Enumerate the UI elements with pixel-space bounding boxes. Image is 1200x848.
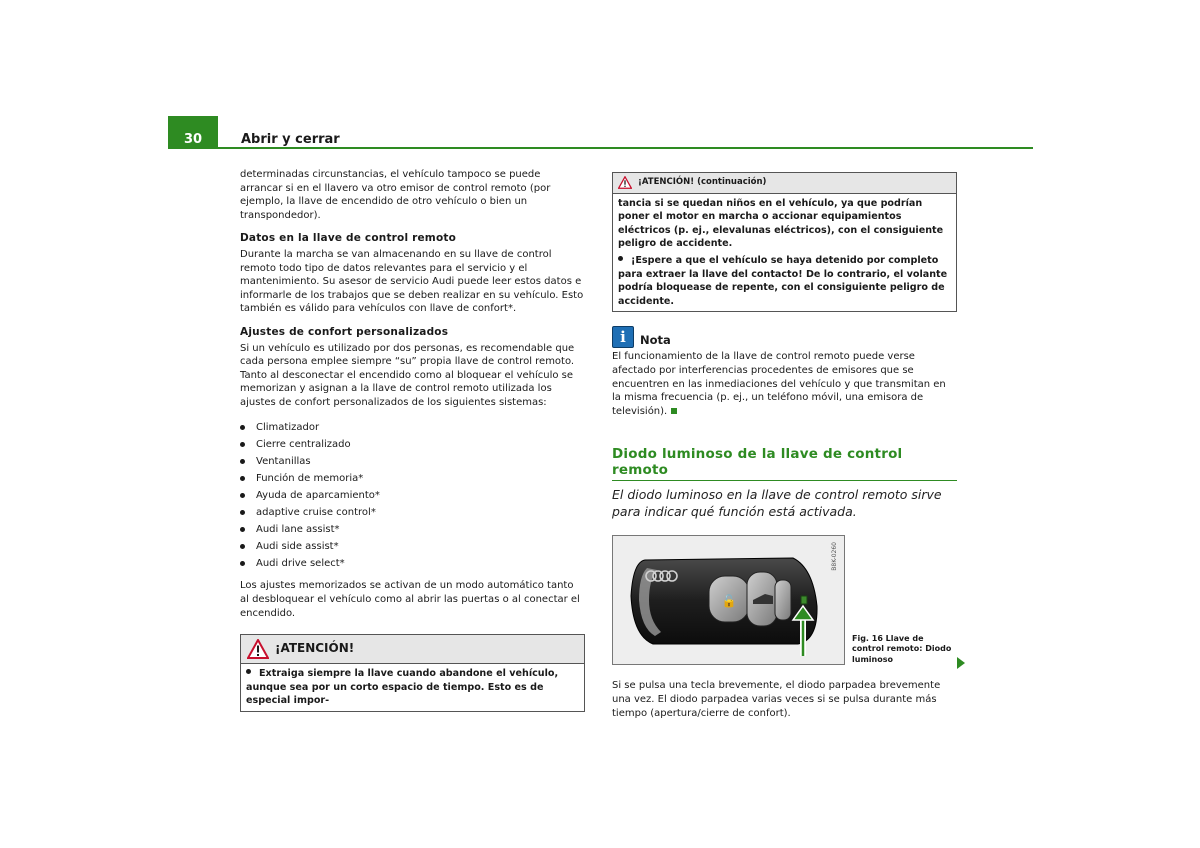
data-heading: Datos en la llave de control remoto (240, 232, 456, 245)
list-item: Audi side assist* (240, 538, 585, 555)
warning-header (241, 635, 584, 664)
chapter-title: Abrir y cerrar (241, 132, 340, 147)
warning-continued-header (613, 173, 956, 194)
info-icon: i (612, 326, 634, 348)
right-column (612, 172, 957, 720)
warning-continued-text: tancia si se quedan niños en el vehículo, ya que podrían poner el motor en marcha o accionar equipamientos eléctricos (p. ej., elevalunas eléctricos), con el consiguiente peligro de accidente. (618, 197, 944, 250)
note-paragraph (612, 350, 957, 418)
list-item: Audi lane assist* (240, 521, 585, 538)
figure-code: B8K-0260 (831, 542, 839, 571)
warning-continued-body (613, 194, 956, 312)
comfort-heading: Ajustes de confort personalizados (240, 325, 449, 338)
list-item: Ayuda de aparcamiento* (240, 487, 585, 504)
svg-text:🔓: 🔓 (721, 594, 737, 609)
comfort-paragraph: Si un vehículo es utilizado por dos personas, es recomendable que cada persona emplee siempre “su” propia llave de control remoto. Tanto al desconectar el encendido como al bloquear el vehículo se memorizan y asignan a la llave de control remoto utilizada los ajustes de confort personalizados de los siguientes sistemas: (240, 342, 575, 408)
list-item: Climatizador (240, 419, 585, 436)
figure-row (612, 535, 957, 665)
page-number: 30 (168, 116, 218, 148)
note-text: El funcionamiento de la llave de control remoto puede verse afectado por interferencias procedentes de emisores que se encuentren en las inmediaciones del vehículo y que transmitan en la misma frecuencia (p. ej., un teléfono móvil, una emisora de televisión). (612, 351, 946, 417)
remote-key-image (613, 536, 844, 664)
data-paragraph: Durante la marcha se van almacenando en su llave de control remoto todo tipo de datos relevantes para el servicio y el mantenimiento. Su asesor de servicio Audi puede leer estos datos e informarle de los trabajos que se deben realizar en su vehículo. Esto también es válido para vehículos con llave de confort*. (240, 248, 584, 315)
warning-continued-box (612, 172, 957, 312)
warning-continued-text-2: ¡Espere a que el vehículo se haya detenido por completo para extraer la llave del contacto! De lo contrario, el volante podría bloquease de repente, con el consiguiente peligro de accidente. (618, 254, 948, 307)
warning-triangle-icon (618, 176, 632, 189)
section-title: Diodo luminoso de la llave de control remoto (612, 446, 957, 481)
bullet-dot (246, 669, 251, 674)
section-lead: El diodo luminoso en la llave de control remoto sirve para indicar qué función está activada. (612, 487, 942, 519)
closing-paragraph: Los ajustes memorizados se activan de un modo automático tanto al desbloquear el vehículo como al abrir las puertas o al conectar el encendido. (240, 580, 580, 619)
left-column (240, 168, 585, 712)
list-item: adaptive cruise control* (240, 504, 585, 521)
bullet-dot (618, 256, 623, 261)
warning-body (241, 664, 584, 711)
intro-paragraph: determinadas circunstancias, el vehículo tampoco se puede arrancar si en el llavero va otro emisor de control remoto (por ejemplo, la llave de encendido de otro vehículo o bien un transpondedor). (240, 169, 551, 221)
list-item: Función de memoria* (240, 470, 585, 487)
warning-continued-item (618, 254, 951, 308)
key-figure (612, 535, 845, 665)
list-item: Cierre centralizado (240, 436, 585, 453)
systems-list (240, 419, 585, 573)
next-page-arrow-icon (957, 657, 965, 669)
figure-caption: Fig. 16 Llave de control remoto: Diodo luminoso (852, 633, 952, 664)
note-header (612, 326, 957, 348)
warning-box (240, 634, 585, 712)
warning-triangle-icon (247, 639, 269, 659)
note-title: Nota (640, 332, 671, 347)
led-paragraph: Si se pulsa una tecla brevemente, el diodo parpadea brevemente una vez. El diodo parpadea varias veces si se pulsa durante más tiempo (apertura/cierre de confort). (612, 680, 941, 719)
list-item: Ventanillas (240, 453, 585, 470)
header-rule (168, 147, 1033, 149)
end-mark-icon (671, 408, 677, 414)
warning-continued-title: ¡ATENCIÓN! (continuación) (638, 177, 767, 187)
warning-text: Extraiga siempre la llave cuando abandone el vehículo, aunque sea por un corto espacio de tiempo. Esto es de especial impor- (246, 668, 559, 707)
warning-title: ¡ATENCIÓN! (275, 641, 355, 656)
list-item: Audi drive select* (240, 555, 585, 572)
